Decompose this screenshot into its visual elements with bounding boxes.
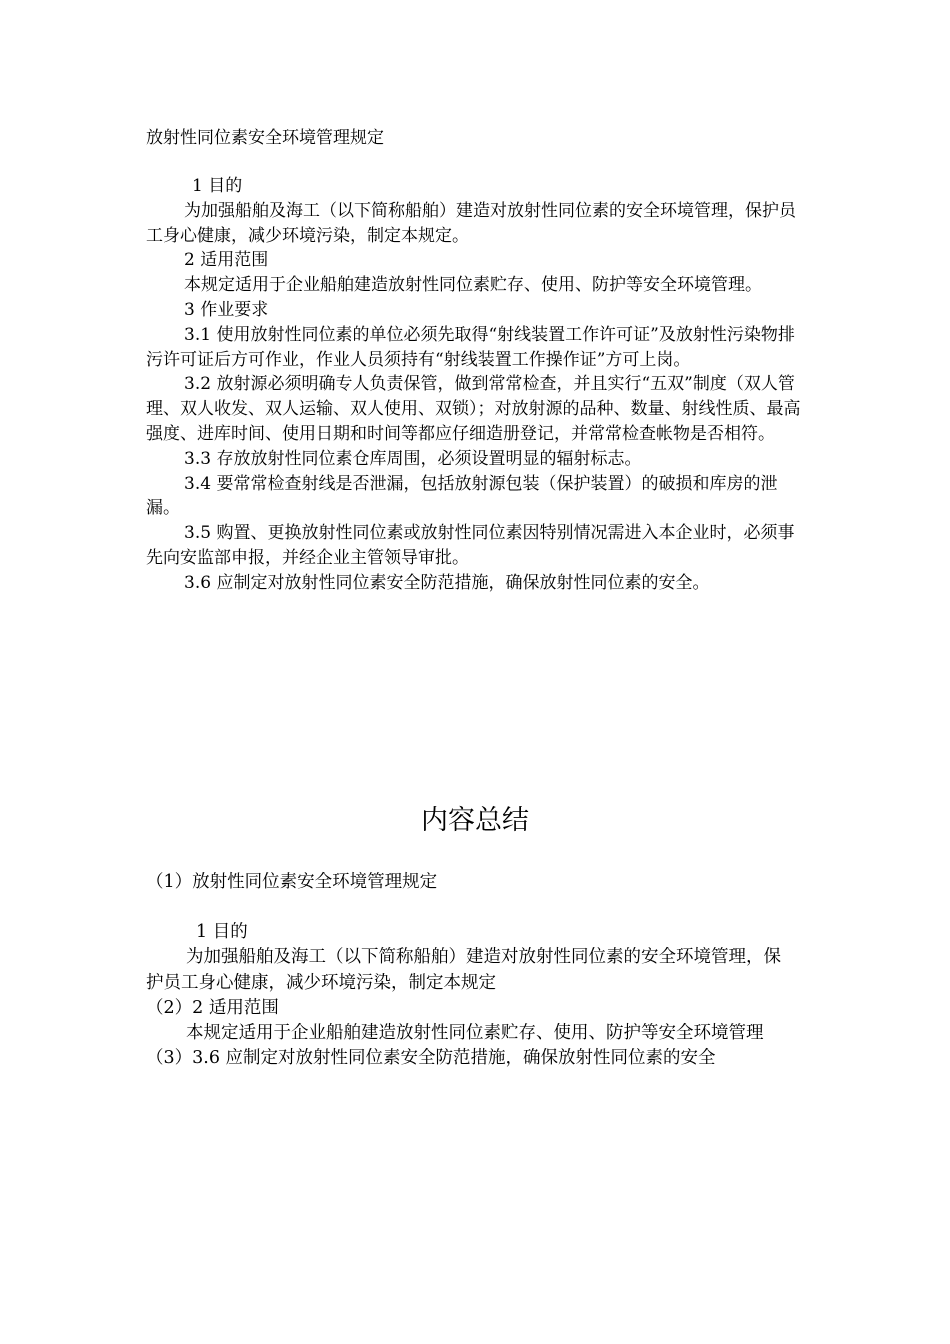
paragraph-scope: 本规定适用于企业船舶建造放射性同位素贮存、使用、防护等安全环境管理。 — [184, 275, 762, 296]
summary-body — [146, 870, 794, 1071]
summary-title: 内容总结 — [421, 805, 529, 836]
paragraph-requirement-3-5: 3.5 购置、更换放射性同位素或放射性同位素因特别情况需进入本企业时，必须事先向安监部申报，并经企业主管领导审批。 — [146, 523, 795, 568]
summary-purpose-heading: 1 目的 — [196, 922, 248, 943]
summary-purpose-text: 为加强船舶及海工（以下简称船舶）建造对放射性同位素的安全环境管理，保护员工身心健康，减少环境污染，制定本规定 — [146, 947, 781, 993]
section-heading-requirements: 3 作业要求 — [184, 299, 269, 320]
section-heading-purpose: 1 目的 — [192, 176, 243, 196]
document-title: 放射性同位素安全环境管理规定 — [146, 128, 384, 148]
paragraph-purpose: 为加强船舶及海工（以下简称船舶）建造对放射性同位素的安全环境管理，保护员工身心健康，减少环境污染，制定本规定。 — [146, 200, 796, 246]
paragraph-requirement-3-3: 3.3 存放放射性同位素仓库周围，必须设置明显的辐射标志。 — [184, 448, 642, 469]
summary-item-2: （2）2 适用范围 — [146, 997, 279, 1018]
summary-spacer — [146, 895, 794, 920]
summary-scope-text: 本规定适用于企业船舶建造放射性同位素贮存、使用、防护等安全环境管理 — [186, 1023, 764, 1044]
paragraph-requirement-3-1: 3.1 使用放射性同位素的单位必须先取得“射线装置工作许可证”及放射性污染物排污许可证后方可作业，作业人员须持有“射线装置工作操作证”方可上岗。 — [146, 324, 795, 370]
summary-item-3: （3）3.6 应制定对放射性同位素安全防范措施，确保放射性同位素的安全 — [146, 1048, 716, 1069]
document-body — [146, 174, 806, 596]
section-heading-scope: 2 适用范围 — [184, 250, 269, 271]
paragraph-requirement-3-2: 3.2 放射源必须明确专人负责保管，做到常常检查，并且实行“五双”制度（双人管理、双人收发、双人运输、双人使用、双锁）；对放射源的品种、数量、射线性质、最高强度、进库时间、使用日期和时间等都应仔细造册登记，并常常检查帐物是否相符。 — [146, 374, 801, 444]
paragraph-requirement-3-6: 3.6 应制定对放射性同位素安全防范措施，确保放射性同位素的安全。 — [184, 572, 710, 593]
summary-item-1: （1）放射性同位素安全环境管理规定 — [146, 872, 438, 892]
paragraph-requirement-3-4: 3.4 要常常检查射线是否泄漏，包括放射源包装（保护装置）的破损和库房的泄漏。 — [146, 473, 778, 519]
